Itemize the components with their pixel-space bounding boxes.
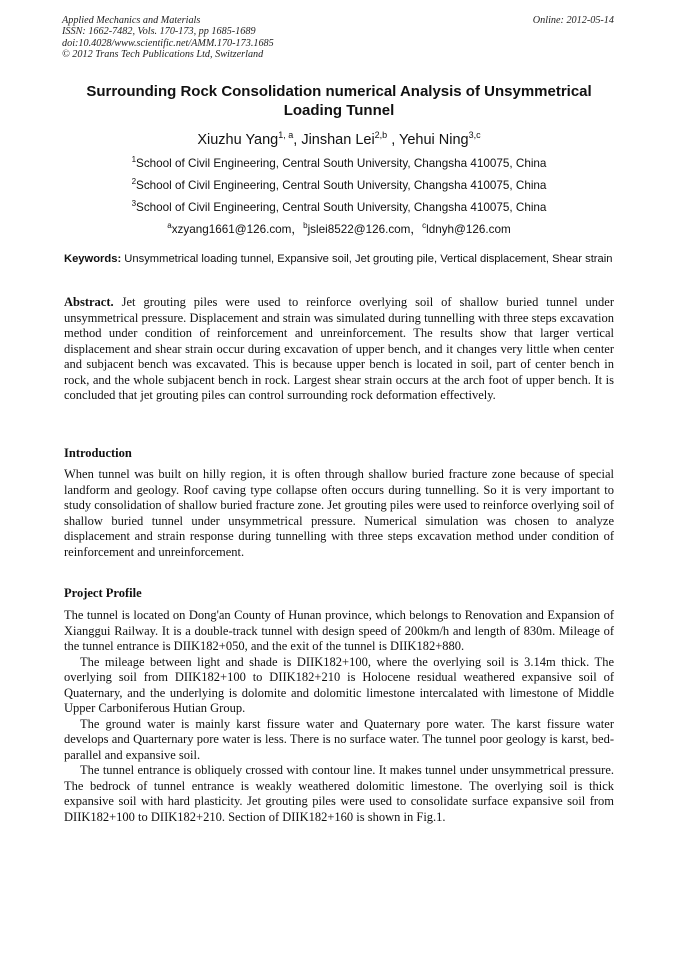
affiliation-3	[60, 201, 618, 215]
author-sup: 1, a	[278, 130, 294, 140]
email-address[interactable]: ldnyh@126.com	[426, 223, 511, 236]
online-date: Online: 2012-05-14	[532, 15, 614, 26]
affiliation-2	[60, 179, 618, 193]
project-profile-heading: Project Profile	[64, 586, 142, 600]
paragraph: The tunnel entrance is obliquely crossed with contour line. It makes tunnel under unsymmetrical pressure. The bedrock of tunnel entrance is weakly weathered dolomitic limestone. The overlying soil is thick expansive soil with hard plasticity. Jet grouting piles were used to consolidate surface expansive soil from DIIK182+100 to DIIK182+210. Section of DIIK182+160 is shown in Fig.1.	[64, 763, 614, 824]
paragraph: The tunnel is located on Dong'an County of Hunan province, which belongs to Renovation and Expansion of Xianggui Railway. It is a double-track tunnel with design speed of 200km/h and length of 830m. Mileage of the tunnel entrance is DIIK182+050, and the exit of the tunnel is DIIK182+880.	[64, 608, 614, 653]
affiliation-sup: 3	[131, 199, 137, 208]
journal-name: Applied Mechanics and Materials	[62, 15, 201, 26]
author-list	[60, 130, 618, 150]
author-separator: ,	[387, 132, 400, 148]
affiliation-sup: 2	[131, 177, 137, 186]
affiliation-text: School of Civil Engineering, Central South University, Changsha 410075, China	[136, 201, 547, 214]
email-separator: ，	[291, 223, 304, 236]
author-name: Jinshan Lei	[301, 132, 375, 148]
affiliation-1	[60, 157, 618, 171]
paper-title: Surrounding Rock Consolidation numerical Analysis of Unsymmetrical Loading Tunnel	[86, 83, 592, 119]
email-address[interactable]: jslei8522@126.com	[307, 223, 411, 236]
introduction-heading: Introduction	[64, 446, 132, 460]
affiliation-text: School of Civil Engineering, Central South University, Changsha 410075, China	[136, 157, 547, 170]
doi-line: doi:10.4028/www.scientific.net/AMM.170-173.1685	[62, 37, 274, 49]
copyright-line: © 2012 Trans Tech Publications Ltd, Switzerland	[62, 49, 264, 61]
abstract-text: Jet grouting piles were used to reinforce overlying soil of shallow buried tunnel under unsymmetrical pressure. Displacement and strain was simulated during tunnelling with three steps excavation method under condition of reinforcement and unreinforcement. The results show that larger vertical displacement and shear strain occur during excavation of upper bench, and it changes very little when center and subjacent bench was excavated. This is because upper bench is located in soil, part of center bench in rock, and the whole subjacent bench in rock. Largest shear strain occurs at the arch foot of upper bench. It is concluded that jet grouting piles can control surrounding rock deformation effectively.	[64, 295, 614, 402]
author-name: Yehui Ning	[399, 132, 469, 148]
author-separator: ,	[293, 132, 302, 148]
keywords-block	[64, 253, 616, 267]
email-address[interactable]: xzyang1661@126.com	[171, 223, 292, 236]
paragraph: When tunnel was built on hilly region, it is often through shallow buried fracture zone because of special landform and geology. Roof caving type collapse often occurs during tunnelling. So it is very important to study consolidation of shallow buried fracture zone. Jet grouting piles were used to reinforce overlying soil of shallow buried tunnel under unsymmetrical pressure. Numerical simulation was chosen to analyze displacement and strain response during tunnelling with three steps excavation method under condition of reinforcement and unreinforcement.	[64, 467, 614, 559]
author-sup: 2,b	[374, 130, 388, 140]
keywords-text: Unsymmetrical loading tunnel, Expansive soil, Jet grouting pile, Vertical displacement, Shear strain	[121, 253, 613, 265]
email-sup: c	[422, 221, 427, 230]
email-sup: a	[167, 221, 172, 230]
author-name: Xiuzhu Yang	[197, 132, 279, 148]
journal-header	[62, 15, 274, 61]
email-sup: b	[303, 221, 308, 230]
paragraph: The ground water is mainly karst fissure water and Quaternary pore water. The karst fissure water develops and Quarternary pore water is less. There is no surface water. The tunnel poor geology is karst, bed-parallel and expansive soil.	[64, 716, 614, 762]
affiliation-sup: 1	[131, 155, 137, 164]
email-separator: ，	[410, 223, 423, 236]
introduction-body	[64, 467, 614, 560]
abstract-label: Abstract.	[64, 295, 114, 309]
affiliation-text: School of Civil Engineering, Central South University, Changsha 410075, China	[136, 179, 547, 192]
author-sup: 3,c	[468, 130, 481, 140]
email-line	[60, 223, 618, 237]
project-profile-body	[64, 608, 614, 825]
keywords-label: Keywords:	[64, 253, 122, 265]
abstract-block	[64, 295, 614, 404]
issn-line: ISSN: 1662-7482, Vols. 170-173, pp 1685-1689	[62, 26, 256, 38]
paragraph: The mileage between light and shade is DIIK182+100, where the overlying soil is 3.14m thick. The overlying soil from DIIK182+100 to DIIK182+210 is Holocene residual weathered expansive soil of Quaternary, and the underlying is dolomite and dolomitic limestone intercalated with limestone of Middle Upper Carboniferous Hutian Group.	[64, 654, 614, 715]
